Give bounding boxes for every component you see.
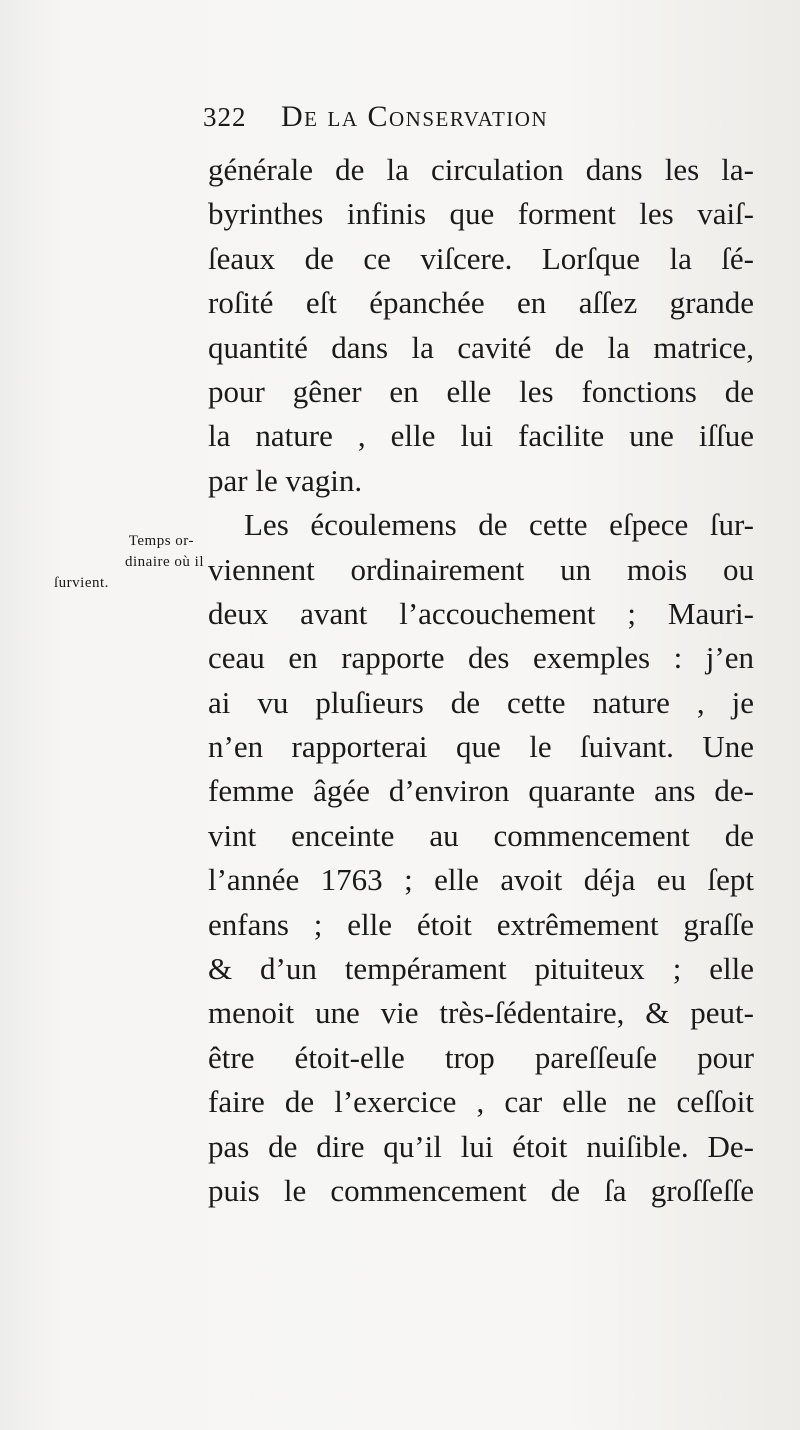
text-line: n’en rapporterai que le ſuivant. Une [208, 729, 754, 765]
text-line: roſité eſt épanchée en aſſez grande [208, 285, 754, 321]
margin-note-line: ſurvient. [54, 575, 109, 591]
text-line: faire de l’exercice , car elle ne ceſſoit [208, 1084, 754, 1120]
text-line: être étoit-elle trop pareſſeuſe pour [208, 1039, 754, 1075]
text-line: vint enceinte au commencement de [208, 817, 754, 853]
text-line: l’année 1763 ; elle avoit déja eu ſept [208, 862, 754, 898]
text-line: puis le commencement de ſa groſſeſſe [208, 1172, 754, 1208]
running-head [203, 100, 763, 140]
text-line: deux avant l’accouchement ; Mauri- [208, 595, 754, 631]
text-line: menoit une vie très-ſédentaire, & peut- [208, 995, 754, 1031]
text-line: par le vagin. [208, 462, 363, 498]
page-number: 322 [203, 102, 247, 132]
text-line: enfans ; elle étoit extrêmement graſſe [208, 906, 754, 942]
running-title: De la Conservation [281, 100, 549, 133]
margin-note-line: Temps or- [128, 533, 194, 549]
margin-note [54, 531, 204, 594]
text-line: ai vu pluſieurs de cette nature , je [208, 684, 754, 720]
text-line: pour gêner en elle les fonctions de [208, 373, 754, 409]
text-line: quantité dans la cavité de la matrice, [208, 329, 754, 365]
text-line: pas de dire qu’il lui étoit nuiſible. De- [208, 1128, 754, 1164]
text-line: ceau en rapporte des exemples : j’en [208, 640, 754, 676]
body-text [208, 148, 754, 1213]
text-line: viennent ordinairement un mois ou [208, 551, 754, 587]
margin-note-line: dinaire où il [125, 554, 204, 570]
text-line: générale de la circulation dans les la- [208, 152, 754, 187]
text-line: femme âgée d’environ quarante ans de- [208, 773, 754, 809]
text-line: la nature , elle lui facilite une iſſue [208, 418, 754, 454]
text-line: ſeaux de ce viſcere. Lorſque la ſé- [208, 240, 754, 276]
text-line: & d’un tempérament pituiteux ; elle [208, 951, 754, 987]
paragraph-start-line: Les écoulemens de cette eſpece ſur- [244, 507, 754, 543]
text-line: byrinthes infinis que forment les vaiſ- [208, 196, 754, 232]
